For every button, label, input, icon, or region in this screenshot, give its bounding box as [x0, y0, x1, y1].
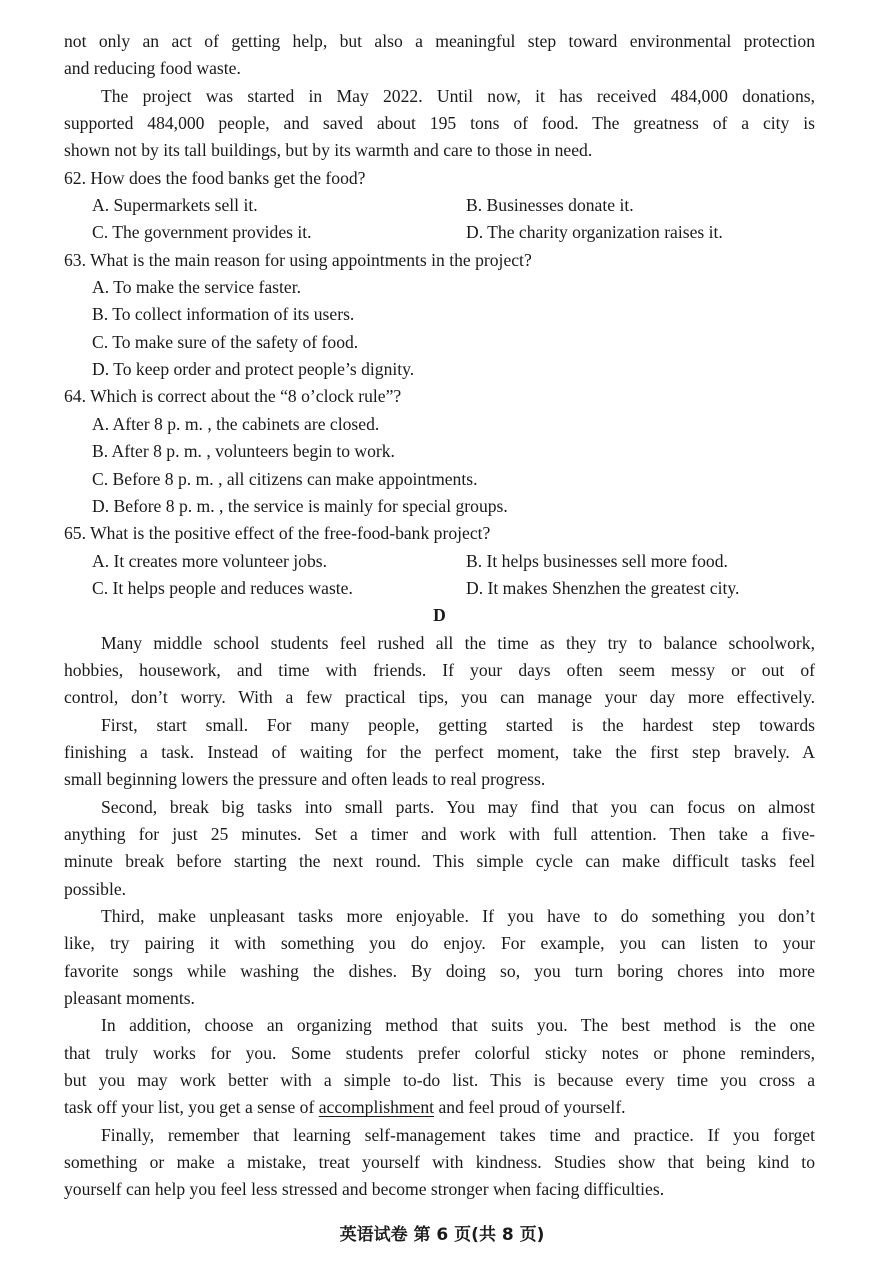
text-line: minute break before starting the next round. This simple cycle can make difficult tasks feel [64, 851, 815, 872]
answer-option: D. The charity organization raises it. [466, 222, 723, 243]
text-line: control, don’t worry. With a few practical tips, you can manage your day more effectively. [64, 687, 815, 708]
answer-option: A. After 8 p. m. , the cabinets are closed. [92, 413, 380, 434]
text-line: and reducing food waste. [64, 58, 241, 79]
page-footer: 英语试卷 第 6 页(共 8 页) [339, 1225, 545, 1245]
answer-option: B. Businesses donate it. [466, 195, 634, 216]
answer-option: C. The government provides it. [92, 222, 312, 243]
answer-option: B. After 8 p. m. , volunteers begin to work. [92, 441, 395, 462]
answer-option-row [64, 219, 815, 246]
answer-option-row [64, 548, 815, 575]
text-line: Second, break big tasks into small parts. You may find that you can focus on almost [101, 796, 815, 817]
text-line: that truly works for you. Some students prefer colorful sticky notes or phone reminders, [64, 1042, 815, 1063]
text-line: Many middle school students feel rushed all the time as they try to balance schoolwork, [101, 632, 815, 653]
answer-option: C. Before 8 p. m. , all citizens can make appointments. [92, 468, 478, 489]
text-line: Third, make unpleasant tasks more enjoyable. If you have to do something you don’t [101, 906, 815, 926]
answer-option-row [64, 192, 815, 219]
question: 65. What is the positive effect of the free-food-bank project? [64, 523, 491, 544]
answer-option: B. It helps businesses sell more food. [466, 550, 728, 571]
text-segment: and feel proud of yourself. [434, 1097, 626, 1118]
text-line: In addition, choose an organizing method that suits you. The best method is the one [101, 1015, 815, 1036]
text-line: not only an act of getting help, but also a meaningful step toward environmental protection [64, 31, 815, 51]
text-line: small beginning lowers the pressure and often leads to real progress. [64, 769, 546, 790]
text-line: The project was started in May 2022. Until now, it has received 484,000 donations, [101, 85, 815, 106]
text-line: anything for just 25 minutes. Set a timer and work with full attention. Then take a five- [64, 823, 815, 844]
text-line: like, try pairing it with something you do enjoy. For example, you can listen to your [64, 933, 815, 954]
question: 63. What is the main reason for using appointments in the project? [64, 249, 532, 270]
answer-option: A. To make the service faster. [92, 277, 302, 298]
text-line: pleasant moments. [64, 988, 195, 1009]
answer-option: B. To collect information of its users. [92, 304, 355, 325]
answer-option: C. It helps people and reduces waste. [92, 577, 353, 598]
text-line: Finally, remember that learning self-management takes time and practice. If you forget [101, 1124, 815, 1145]
text-line [64, 1094, 815, 1121]
answer-option-row [64, 575, 815, 602]
text-line: supported 484,000 people, and saved about 195 tons of food. The greatness of a city is [64, 113, 815, 134]
answer-option: C. To make sure of the safety of food. [92, 331, 359, 352]
answer-option: D. It makes Shenzhen the greatest city. [466, 577, 740, 598]
text-line: something or make a mistake, treat yourself with kindness. Studies show that being kind to [64, 1152, 815, 1173]
answer-option: D. To keep order and protect people’s dignity. [92, 359, 415, 380]
section-heading: D [433, 605, 446, 626]
question: 64. Which is correct about the “8 o’clock rule”? [64, 386, 402, 407]
text-line: favorite songs while washing the dishes. By doing so, you turn boring chores into more [64, 960, 815, 981]
text-line: hobbies, housework, and time with friends. If your days often seem messy or out of [64, 659, 815, 680]
text-line: shown not by its tall buildings, but by its warmth and care to those in need. [64, 140, 593, 161]
text-line: possible. [64, 878, 127, 899]
question: 62. How does the food banks get the food? [64, 167, 366, 188]
underlined-word: accomplishment [318, 1097, 435, 1118]
text-line: First, start small. For many people, getting started is the hardest step towards [101, 714, 815, 735]
text-line: finishing a task. Instead of waiting for the perfect moment, take the first step bravely. A [64, 741, 815, 762]
text-line: but you may work better with a simple to-do list. This is because every time you cross a [64, 1070, 815, 1091]
text-segment: task off your list, you get a sense of [64, 1097, 319, 1118]
document-body [64, 28, 815, 1204]
answer-option: A. It creates more volunteer jobs. [92, 550, 327, 571]
answer-option: D. Before 8 p. m. , the service is mainly for special groups. [92, 495, 508, 516]
answer-option: A. Supermarkets sell it. [92, 195, 258, 216]
text-line: yourself can help you feel less stressed and become stronger when facing difficulties. [64, 1179, 665, 1200]
